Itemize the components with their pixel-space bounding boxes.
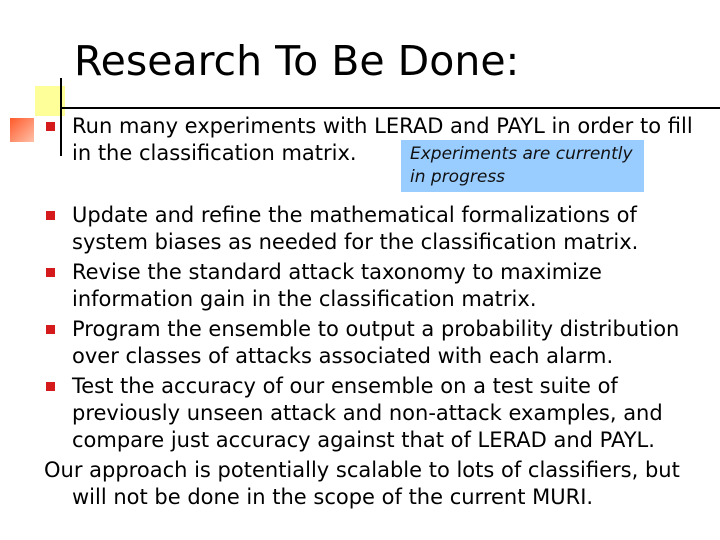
decorative-horizontal-rule	[60, 107, 720, 109]
bullet-marker	[46, 268, 55, 277]
callout-line-1: Experiments are currently	[410, 144, 633, 164]
closing-line-1: Our approach is potentially scalable to lots of classifiers, but	[44, 458, 680, 482]
bullet-marker	[46, 325, 55, 334]
slide-title: Research To Be Done:	[74, 37, 520, 85]
bullet-5-line-3: compare just accuracy against that of LERAD and PAYL.	[72, 428, 655, 452]
bullet-1-line-1: Run many experiments with LERAD and PAYL in order to fill	[72, 114, 693, 138]
bullet-4-line-1: Program the ensemble to output a probability distribution	[72, 317, 680, 341]
bullet-5-line-2: previously unseen attack and non-attack examples, and	[72, 401, 663, 425]
bullet-1-line-2: in the classification matrix.	[72, 141, 357, 165]
bullet-marker	[46, 211, 55, 220]
bullet-marker	[46, 122, 55, 131]
decorative-orange-block	[10, 118, 34, 142]
progress-callout	[401, 140, 644, 192]
bullet-marker	[46, 382, 55, 391]
bullet-2-line-1: Update and refine the mathematical formalizations of	[72, 203, 637, 227]
bullet-3-line-1: Revise the standard attack taxonomy to maximize	[72, 260, 602, 284]
bullet-3-line-2: information gain in the classification matrix.	[72, 287, 537, 311]
bullet-5-line-1: Test the accuracy of our ensemble on a test suite of	[72, 374, 618, 398]
decorative-vertical-rule	[60, 78, 62, 156]
bullet-2-line-2: system biases as needed for the classification matrix.	[72, 230, 639, 254]
callout-line-2: in progress	[410, 167, 506, 187]
bullet-4-line-2: over classes of attacks associated with each alarm.	[72, 344, 614, 368]
closing-line-2: will not be done in the scope of the current MURI.	[72, 485, 594, 509]
